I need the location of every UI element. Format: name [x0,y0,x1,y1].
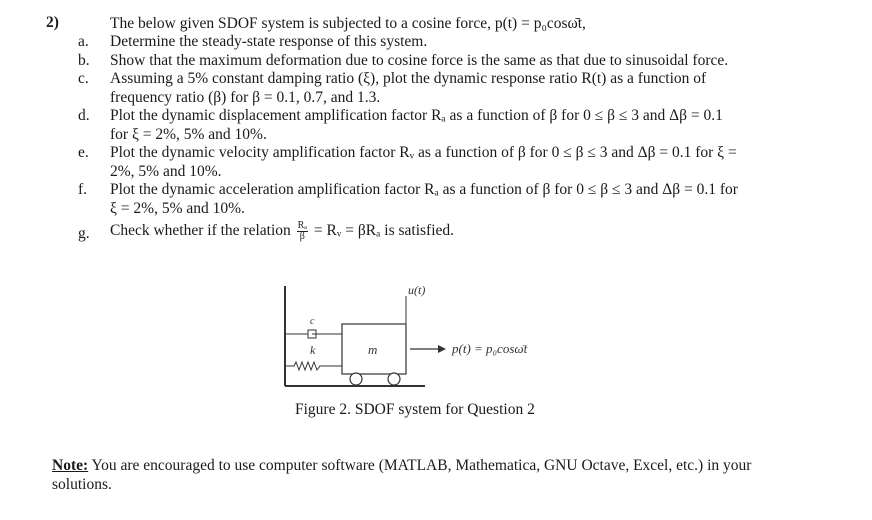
note-text: You are encouraged to use computer software (MATLAB, Mathematica, GNU Octave, Excel, etc.) in your solutions. [52,457,752,493]
sub-question-letter: e. [78,144,89,161]
sub-question-text: 2%, 5% and 10%. [110,162,222,180]
fraction-denominator: β [299,231,305,242]
sub-question-letter: b. [78,51,90,69]
relation-fraction [297,221,308,242]
sub-question-letter: f. [78,181,88,198]
sub-question-text [110,221,788,242]
sdof-figure [270,274,610,394]
sub-question-list [0,33,872,242]
sub-question-text: Plot the dynamic velocity amplification factor Rᵥ as a function of β for 0 ≤ β ≤ 3 and Δβ = 0.1 for ξ = [110,144,737,161]
displacement-label: u(t) [408,283,426,297]
damper-label: c [310,316,315,327]
sub-question-text: ξ = 2%, 5% and 10%. [110,199,245,217]
note-label: Note: [52,457,89,474]
sub-question-f [0,181,872,218]
sub-question-c [0,70,872,107]
question-number: 2) [46,14,59,31]
sub-question-a [0,33,872,52]
sub-question-text: frequency ratio (β) for β = 0.1, 0.7, and 1.3. [110,88,381,106]
wheel-right [388,373,400,385]
sub-question-text: Plot the dynamic acceleration amplification factor Rₐ as a function of β for 0 ≤ β ≤ 3 and Δβ = 0.1 for [110,181,738,198]
sub-question-letter: g. [78,225,90,242]
question-intro: The below given SDOF system is subjected to a cosine force, p(t) = p₀cosω̄t, [110,15,586,32]
wheel-left [350,373,362,385]
sub-question-letter: c. [78,70,89,87]
sub-question-letter: d. [78,107,90,124]
sub-question-text: Assuming a 5% constant damping ratio (ξ), plot the dynamic response ratio R(t) as a function of [110,70,707,87]
fraction-numerator: Rₐ [297,220,308,231]
figure-caption: Figure 2. SDOF system for Question 2 [295,401,535,418]
sub-question-text: for ξ = 2%, 5% and 10%. [110,125,267,143]
sub-question-b [0,52,872,71]
sub-question-letter: a. [78,33,89,50]
damper [285,330,342,338]
note [52,456,792,494]
spring-label: k [310,343,316,357]
spring [285,362,342,370]
sub-question-text: Determine the steady-state response of this system. [110,33,428,50]
mass-label: m [368,342,378,357]
relation-prefix: Check whether if the relation [110,222,291,240]
sub-question-text: Show that the maximum deformation due to cosine force is the same as that due to sinusoidal force. [110,51,729,69]
sub-question-d [0,107,872,144]
force-label: p(t) = p₀cosω̄t [452,341,528,356]
force-arrowhead [438,345,446,353]
sub-question-text: Plot the dynamic displacement amplification factor Rₐ as a function of β for 0 ≤ β ≤ 3 and Δβ = 0.1 [110,107,723,124]
sub-question-g [0,221,872,242]
relation-suffix: = Rᵥ = βRₐ is satisfied. [313,222,455,240]
sub-question-e [0,144,872,181]
